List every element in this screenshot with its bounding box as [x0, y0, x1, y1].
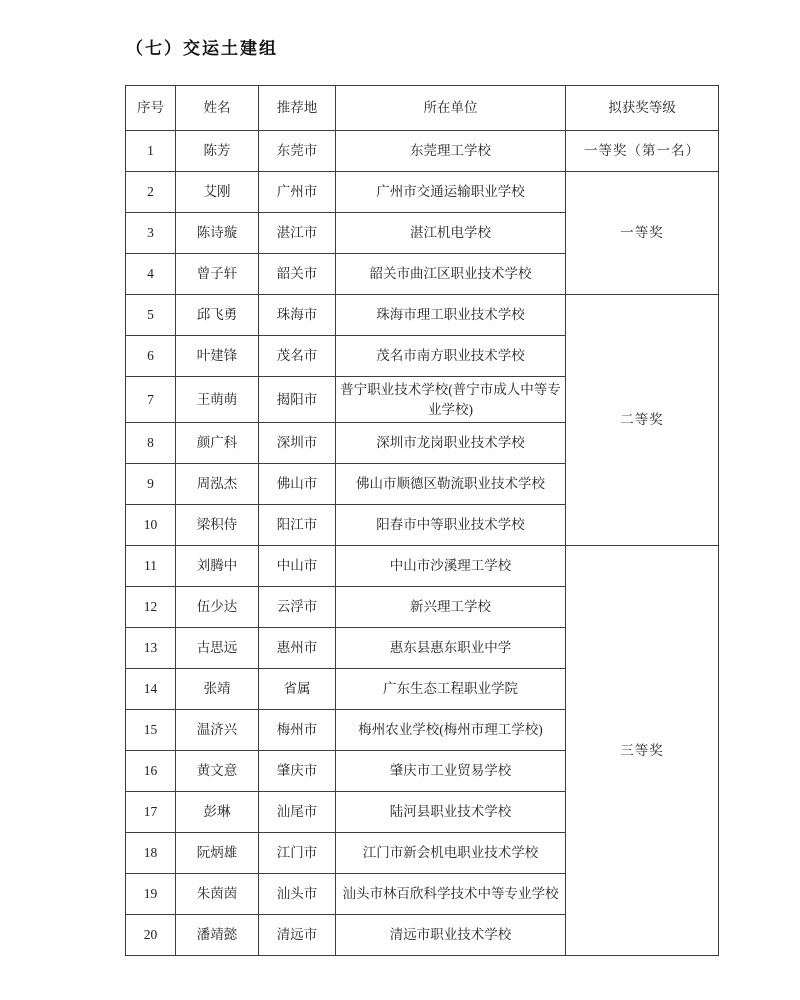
cell-place: 省属 — [259, 669, 336, 710]
cell-place: 中山市 — [259, 546, 336, 587]
cell-no: 9 — [126, 464, 176, 505]
cell-name: 温济兴 — [176, 710, 259, 751]
cell-name: 周泓杰 — [176, 464, 259, 505]
cell-no: 5 — [126, 295, 176, 336]
table-row — [126, 131, 719, 172]
cell-org: 梅州农业学校(梅州市理工学校) — [336, 710, 566, 751]
cell-org: 佛山市顺德区勒流职业技术学校 — [336, 464, 566, 505]
cell-place: 江门市 — [259, 833, 336, 874]
cell-name: 阮炳雄 — [176, 833, 259, 874]
cell-no: 1 — [126, 131, 176, 172]
cell-name: 曾子轩 — [176, 254, 259, 295]
cell-name: 彭琳 — [176, 792, 259, 833]
cell-no: 10 — [126, 505, 176, 546]
cell-no: 8 — [126, 423, 176, 464]
cell-org: 新兴理工学校 — [336, 587, 566, 628]
cell-no: 20 — [126, 915, 176, 956]
cell-org: 东莞理工学校 — [336, 131, 566, 172]
table-header-row — [126, 86, 719, 131]
col-header-name: 姓名 — [176, 86, 259, 131]
cell-name: 陈芳 — [176, 131, 259, 172]
cell-org: 韶关市曲江区职业技术学校 — [336, 254, 566, 295]
cell-name: 刘腾中 — [176, 546, 259, 587]
cell-no: 19 — [126, 874, 176, 915]
cell-no: 15 — [126, 710, 176, 751]
award-table — [125, 85, 719, 956]
cell-place: 汕头市 — [259, 874, 336, 915]
cell-name: 艾刚 — [176, 172, 259, 213]
col-header-org: 所在单位 — [336, 86, 566, 131]
col-header-award: 拟获奖等级 — [566, 86, 719, 131]
cell-org: 江门市新会机电职业技术学校 — [336, 833, 566, 874]
cell-no: 18 — [126, 833, 176, 874]
cell-org: 湛江机电学校 — [336, 213, 566, 254]
cell-place: 湛江市 — [259, 213, 336, 254]
cell-name: 朱茵茵 — [176, 874, 259, 915]
cell-no: 17 — [126, 792, 176, 833]
cell-name: 梁积侍 — [176, 505, 259, 546]
cell-place: 云浮市 — [259, 587, 336, 628]
cell-award-level: 三等奖 — [566, 546, 719, 956]
cell-org: 广州市交通运输职业学校 — [336, 172, 566, 213]
cell-org: 肇庆市工业贸易学校 — [336, 751, 566, 792]
cell-name: 叶建锋 — [176, 336, 259, 377]
cell-no: 6 — [126, 336, 176, 377]
table-row — [126, 295, 719, 336]
cell-name: 张靖 — [176, 669, 259, 710]
cell-no: 12 — [126, 587, 176, 628]
cell-place: 阳江市 — [259, 505, 336, 546]
cell-org: 清远市职业技术学校 — [336, 915, 566, 956]
cell-place: 广州市 — [259, 172, 336, 213]
cell-place: 韶关市 — [259, 254, 336, 295]
cell-award-level: 一等奖（第一名） — [566, 131, 719, 172]
cell-name: 颜广科 — [176, 423, 259, 464]
cell-no: 13 — [126, 628, 176, 669]
cell-org: 汕头市林百欣科学技术中等专业学校 — [336, 874, 566, 915]
cell-name: 邱飞勇 — [176, 295, 259, 336]
cell-org: 阳春市中等职业技术学校 — [336, 505, 566, 546]
cell-place: 揭阳市 — [259, 377, 336, 423]
cell-award-level: 二等奖 — [566, 295, 719, 546]
cell-place: 梅州市 — [259, 710, 336, 751]
table-row — [126, 172, 719, 213]
cell-no: 4 — [126, 254, 176, 295]
cell-name: 古思远 — [176, 628, 259, 669]
cell-no: 14 — [126, 669, 176, 710]
cell-org: 深圳市龙岗职业技术学校 — [336, 423, 566, 464]
cell-name: 陈诗璇 — [176, 213, 259, 254]
col-header-place: 推荐地 — [259, 86, 336, 131]
cell-org: 中山市沙溪理工学校 — [336, 546, 566, 587]
cell-org: 陆河县职业技术学校 — [336, 792, 566, 833]
cell-org: 广东生态工程职业学院 — [336, 669, 566, 710]
cell-no: 3 — [126, 213, 176, 254]
cell-org: 惠东县惠东职业中学 — [336, 628, 566, 669]
cell-place: 清远市 — [259, 915, 336, 956]
cell-place: 佛山市 — [259, 464, 336, 505]
cell-name: 潘靖懿 — [176, 915, 259, 956]
cell-name: 王萌萌 — [176, 377, 259, 423]
col-header-no: 序号 — [126, 86, 176, 131]
cell-org: 普宁职业技术学校(普宁市成人中等专业学校) — [336, 377, 566, 423]
cell-award-level: 一等奖 — [566, 172, 719, 295]
cell-name: 黄文意 — [176, 751, 259, 792]
cell-no: 7 — [126, 377, 176, 423]
section-title: （七）交运土建组 — [126, 39, 278, 58]
cell-place: 惠州市 — [259, 628, 336, 669]
cell-no: 2 — [126, 172, 176, 213]
cell-org: 珠海市理工职业技术学校 — [336, 295, 566, 336]
table-row — [126, 546, 719, 587]
cell-name: 伍少达 — [176, 587, 259, 628]
cell-place: 东莞市 — [259, 131, 336, 172]
cell-org: 茂名市南方职业技术学校 — [336, 336, 566, 377]
cell-place: 珠海市 — [259, 295, 336, 336]
cell-place: 深圳市 — [259, 423, 336, 464]
table-body — [126, 131, 719, 956]
cell-place: 汕尾市 — [259, 792, 336, 833]
cell-place: 茂名市 — [259, 336, 336, 377]
cell-no: 11 — [126, 546, 176, 587]
cell-no: 16 — [126, 751, 176, 792]
cell-place: 肇庆市 — [259, 751, 336, 792]
